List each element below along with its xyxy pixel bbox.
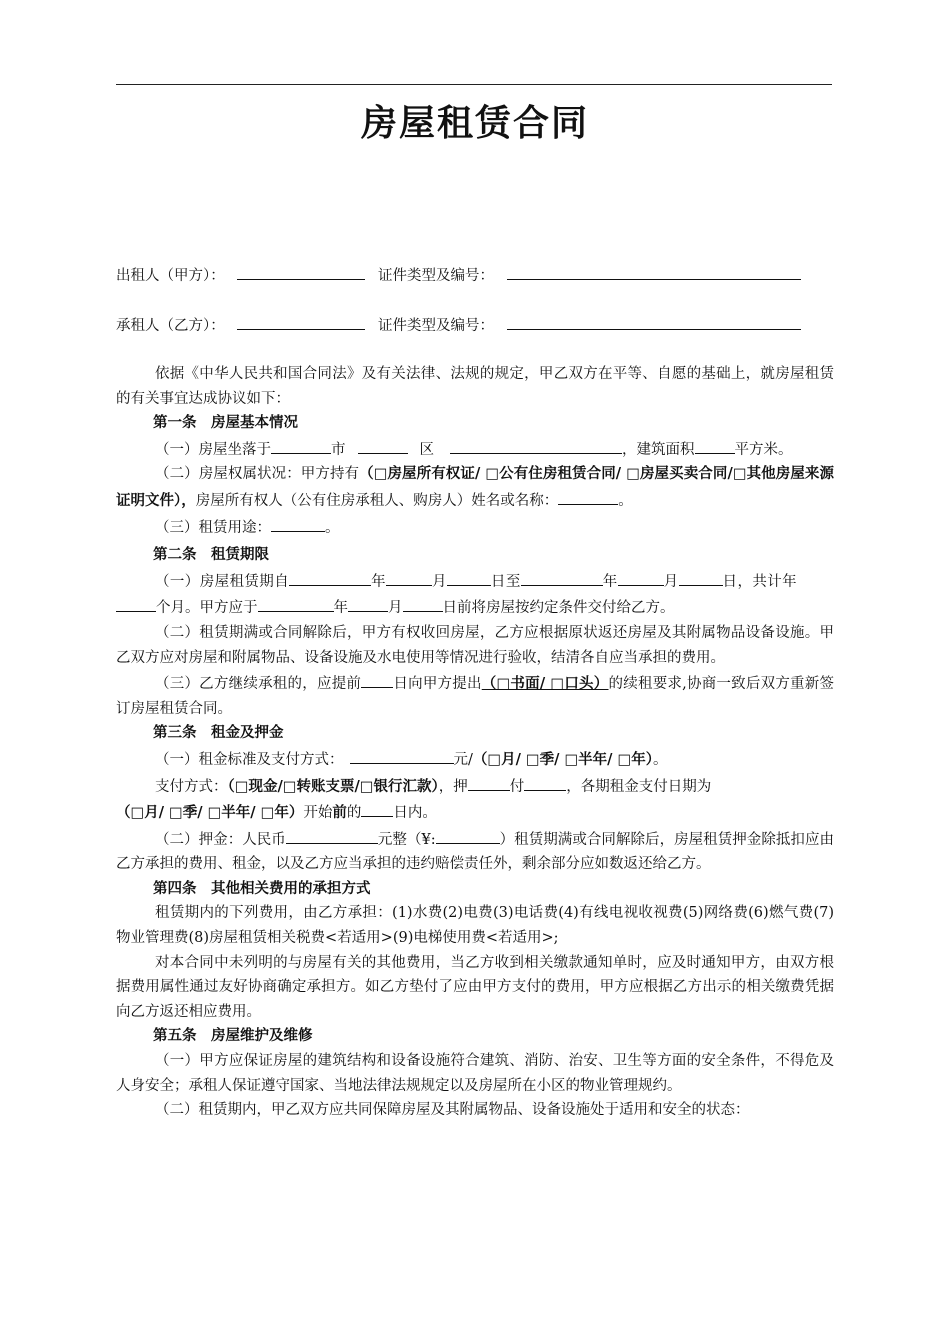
article-2-heading: 第二条 租赁期限 bbox=[153, 546, 269, 564]
text: 支付方式： bbox=[155, 778, 228, 795]
article-3-heading: 第三条 租金及押金 bbox=[153, 724, 284, 742]
lessee-name-blank[interactable] bbox=[237, 312, 365, 330]
text: ，押 bbox=[438, 778, 468, 795]
start-day-blank[interactable] bbox=[447, 568, 491, 586]
text: 日内。 bbox=[393, 805, 437, 822]
document-title: 房屋租赁合同 bbox=[360, 102, 589, 144]
text: 年 bbox=[333, 600, 348, 617]
owner-name-blank[interactable] bbox=[558, 487, 618, 505]
text: 。 bbox=[618, 492, 633, 509]
rent-period-options[interactable]: （□月/ □季/ □半年/ □年） bbox=[472, 750, 653, 768]
lessee-id-label: 证件类型及编号： bbox=[377, 318, 494, 334]
contract-body bbox=[116, 362, 834, 1123]
text: 日至 bbox=[490, 573, 521, 590]
payment-period-options[interactable]: （□月/ □季/ □半年/ □年） bbox=[116, 804, 304, 822]
text: （二）房屋权属状况：甲方持有 bbox=[155, 466, 360, 483]
text: 平方米。 bbox=[734, 441, 793, 458]
deliver-day-blank[interactable] bbox=[403, 594, 443, 612]
text: 个月。甲方应于 bbox=[156, 600, 258, 617]
lessee-line bbox=[116, 312, 856, 338]
article-4-heading: 第四条 其他相关费用的承担方式 bbox=[153, 879, 371, 897]
article-3-clause-1 bbox=[116, 746, 834, 773]
text: 。 bbox=[325, 519, 340, 536]
end-month-blank[interactable] bbox=[618, 568, 664, 586]
text: 的 bbox=[346, 805, 362, 822]
text: 付 bbox=[509, 778, 525, 795]
text: 的续租要求,协商一致后双方重新签订房屋租赁合同。 bbox=[116, 676, 835, 717]
article-2-clause-1 bbox=[116, 568, 834, 595]
text: （三）乙方继续承租的，应提前 bbox=[155, 676, 362, 693]
article-3-payment bbox=[116, 773, 834, 800]
text: （一）租金标准及支付方式： bbox=[155, 751, 344, 768]
article-2-clause-3 bbox=[116, 670, 834, 721]
district-blank[interactable] bbox=[358, 436, 408, 454]
text: ，建筑面积 bbox=[622, 441, 695, 458]
text: 月 bbox=[388, 600, 403, 617]
text: 区 bbox=[419, 441, 434, 458]
renewal-days-blank[interactable] bbox=[361, 670, 393, 688]
text: 元整（¥: bbox=[377, 831, 436, 848]
text: （二）押金：人民币 bbox=[155, 831, 286, 848]
months-blank[interactable] bbox=[116, 594, 156, 612]
article-1-clause-1 bbox=[116, 436, 834, 463]
text: 元/ bbox=[453, 751, 473, 768]
deliver-month-blank[interactable] bbox=[348, 594, 388, 612]
start-year-blank[interactable] bbox=[289, 568, 371, 586]
lessee-label: 承租人（乙方）： bbox=[116, 318, 225, 334]
text: 月 bbox=[432, 573, 447, 590]
lessor-label: 出租人（甲方）： bbox=[116, 268, 225, 284]
article-4-paragraph-1: 租赁期内的下列费用，由乙方承担：(1)水费(2)电费(3)电话费(4)有线电视收视费(5)网络费(6)燃气费(7)物业管理费(8)房屋租赁相关税费<若适用>(9)电梯使用费<若适用>; bbox=[116, 905, 834, 947]
text: ）租赁期满或合同解除后，房屋租赁押金除抵扣应由乙方承担的费用、租金，以及乙方应当承担的违约赔偿责任外，剩余部分应如数返还给乙方。 bbox=[116, 831, 834, 873]
text: （三）租赁用途： bbox=[155, 519, 271, 536]
text: 年 bbox=[602, 573, 618, 590]
article-1-clause-3 bbox=[116, 514, 834, 541]
article-4-paragraph-2: 对本合同中未列明的与房屋有关的其他费用，当乙方收到相关缴款通知单时，应及时通知甲方，由双方根据费用属性通过友好协商确定承担方。如乙方垫付了应由甲方支付的费用，甲方应根据乙方出示的相关缴费凭据向乙方返还相应费用。 bbox=[116, 954, 834, 1020]
text: 日向甲方提出 bbox=[393, 676, 482, 693]
article-5-clause-1: （一）甲方应保证房屋的建筑结构和设备设施符合建筑、消防、治安、卫生等方面的安全条件，不得危及人身安全；承租人保证遵守国家、当地法律法规规定以及房屋所在小区的物业管理规约。 bbox=[116, 1053, 834, 1094]
deposit-months-blank[interactable] bbox=[468, 773, 510, 791]
article-2-clause-1-cont bbox=[116, 594, 834, 621]
lessor-id-blank[interactable] bbox=[507, 262, 801, 280]
ownership-options[interactable]: （□房屋所有权证/ □公有住房租赁合同/ □房屋买卖合同/□其他房屋来源证明文件）， bbox=[116, 465, 835, 509]
text: 前 bbox=[332, 804, 347, 822]
article-5-heading: 第五条 房屋维护及维修 bbox=[153, 1027, 313, 1045]
article-3-payment-cont bbox=[116, 799, 834, 826]
text: 开始 bbox=[303, 805, 333, 822]
deposit-amount-blank[interactable] bbox=[286, 826, 378, 844]
article-3-clause-2 bbox=[116, 826, 834, 877]
lessor-id-label: 证件类型及编号： bbox=[377, 268, 494, 284]
renewal-method-options[interactable]: （□书面/ □口头） bbox=[481, 675, 609, 693]
article-2-clause-2: （二）租赁期满或合同解除后，甲方有权收回房屋，乙方应根据原状返还房屋及其附属物品设备设施。甲乙双方应对房屋和附属物品、设备设施及水电使用等情况进行验收，结清各自应当承担的费用。 bbox=[116, 624, 834, 666]
text: 房屋所有权人（公有住房承租人、购房人）姓名或名称： bbox=[195, 492, 559, 509]
end-year-blank[interactable] bbox=[521, 568, 603, 586]
article-5-clause-2: （二）租赁期内，甲乙双方应共同保障房屋及其附属物品、设备设施处于适用和安全的状态： bbox=[155, 1102, 750, 1119]
text: 日前将房屋按约定条件交付给乙方。 bbox=[442, 600, 675, 617]
text: （一）房屋坐落于 bbox=[155, 441, 271, 458]
article-1-clause-2 bbox=[116, 462, 834, 513]
text: （一）房屋租赁期自 bbox=[155, 573, 290, 590]
start-month-blank[interactable] bbox=[386, 568, 432, 586]
text: 。 bbox=[652, 751, 668, 768]
pay-months-blank[interactable] bbox=[524, 773, 566, 791]
usage-blank[interactable] bbox=[271, 514, 325, 532]
text: 年 bbox=[371, 573, 387, 590]
area-blank[interactable] bbox=[695, 436, 735, 454]
deposit-number-blank[interactable] bbox=[436, 826, 500, 844]
intro-paragraph: 依据《中华人民共和国合同法》及有关法律、法规的规定，甲乙双方在平等、自愿的基础上，就房屋租赁的有关事宜达成协议如下： bbox=[116, 366, 834, 407]
lessee-id-blank[interactable] bbox=[507, 312, 801, 330]
payment-method-options[interactable]: （□现金/□转账支票/□银行汇款） bbox=[227, 777, 439, 795]
payment-days-blank[interactable] bbox=[361, 799, 393, 817]
lessor-name-blank[interactable] bbox=[237, 262, 365, 280]
lessor-line bbox=[116, 262, 856, 288]
article-1-heading: 第一条 房屋基本情况 bbox=[153, 414, 298, 432]
deliver-year-blank[interactable] bbox=[258, 594, 334, 612]
address-blank[interactable] bbox=[450, 436, 622, 454]
text: 日，共计年 bbox=[722, 573, 798, 590]
text: 月 bbox=[663, 573, 679, 590]
text: 市 bbox=[331, 441, 346, 458]
text: ，各期租金支付日期为 bbox=[566, 778, 712, 795]
end-day-blank[interactable] bbox=[679, 568, 723, 586]
city-blank[interactable] bbox=[271, 436, 331, 454]
header-rule bbox=[116, 84, 832, 85]
rent-amount-blank[interactable] bbox=[350, 746, 454, 764]
